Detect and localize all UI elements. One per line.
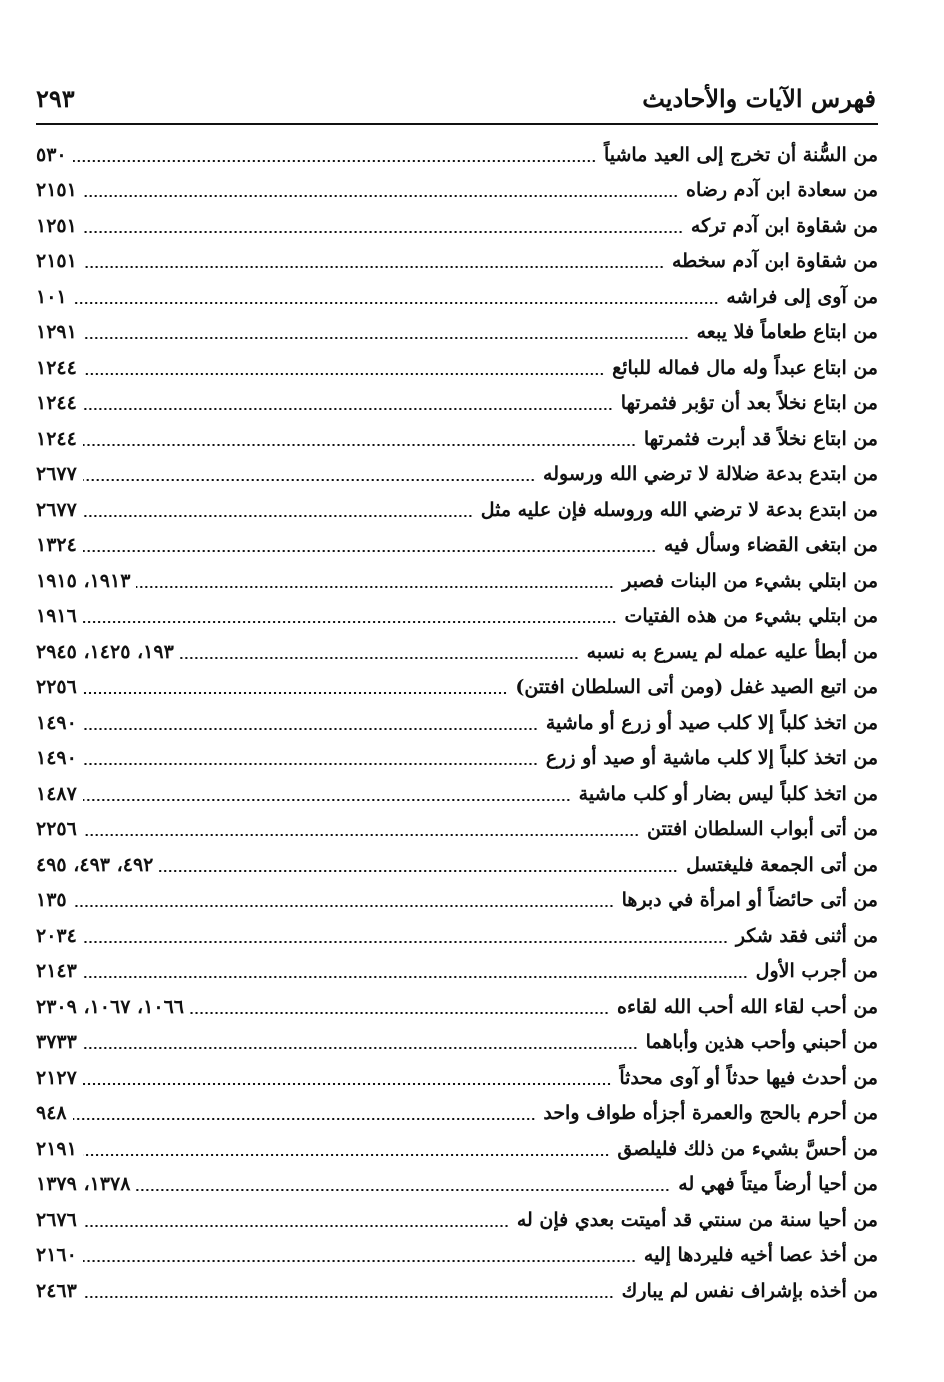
dot-leader <box>83 337 689 339</box>
index-entry <box>36 1273 878 1309</box>
entry-text: من أتى الجمعة فليغتسل <box>686 853 878 876</box>
index-entry <box>36 173 878 209</box>
header-rule <box>36 123 878 125</box>
entry-text: من سعادة ابن آدم رضاه <box>686 179 878 202</box>
index-entry <box>36 350 878 386</box>
entry-text: من أحيا سنة من سنتي قد أميتت بعدي فإن له <box>516 1208 878 1231</box>
entry-refs: ٢٦٧٦ <box>36 1208 77 1231</box>
entry-text: من أتى حائضاً أو امرأة في دبرها <box>621 889 878 912</box>
index-entry <box>36 812 878 848</box>
dot-leader <box>83 231 683 233</box>
page-number: ٢٩٣ <box>36 83 75 113</box>
dot-leader <box>73 905 614 907</box>
index-entry <box>36 705 878 741</box>
index-entry <box>36 208 878 244</box>
index-entry <box>36 776 878 812</box>
entry-refs: ١٤٨٧ <box>36 782 77 805</box>
index-entry <box>36 492 878 528</box>
dot-leader <box>83 408 613 410</box>
entry-text: من أبطأ عليه عمله لم يسرع به نسبه <box>586 640 878 663</box>
entry-refs: ٤٩٢، ٤٩٣، ٤٩٥ <box>36 853 154 876</box>
index-entry <box>36 847 878 883</box>
entry-refs: ٢١٥١ <box>36 250 77 273</box>
entry-text: من أحدث فيها حدثاً أو آوى محدثاً <box>619 1066 878 1089</box>
entry-text: من ابتاع نخلاً بعد أن تؤبر فثمرتها <box>620 392 878 415</box>
index-entry <box>36 279 878 315</box>
dot-leader <box>83 515 473 517</box>
dot-leader <box>159 870 678 872</box>
dot-leader <box>83 1296 614 1298</box>
index-entry <box>36 244 878 280</box>
index-entry <box>36 1060 878 1096</box>
entry-text: من أحسَّ بشيء من ذلك فليلصق <box>617 1137 878 1160</box>
dot-leader <box>83 373 604 375</box>
entry-refs: ١٢٥١ <box>36 214 77 237</box>
entry-text: من أخذه بإشراف نفس لم يبارك <box>621 1279 878 1302</box>
page-title: فهرس الآيات والأحاديث <box>642 83 876 113</box>
entry-text: من اتخذ كلباً إلا كلب ماشية أو صيد أو زرع <box>545 747 878 770</box>
entry-refs: ١٤٩٠ <box>36 747 77 770</box>
entry-text: من شقاوة ابن آدم سخطه <box>671 250 878 273</box>
entry-refs: ١٣٧٨، ١٣٧٩ <box>36 1173 131 1196</box>
index-entry <box>36 315 878 351</box>
entry-text: من ابتغى القضاء وسأل فيه <box>664 534 878 557</box>
dot-leader <box>83 1083 612 1085</box>
index-entry <box>36 989 878 1025</box>
entry-refs: ١٢٤٤ <box>36 356 77 379</box>
entry-text: من أثنى فقد شكر <box>735 924 878 947</box>
index-entry <box>36 599 878 635</box>
index-entry <box>36 137 878 173</box>
dot-leader <box>83 976 748 978</box>
entry-refs: ٢١٥١ <box>36 179 77 202</box>
entry-refs: ١٩١٦ <box>36 605 77 628</box>
entry-refs: ١٢٩١ <box>36 321 77 344</box>
dot-leader <box>83 1154 610 1156</box>
entry-refs: ٢١٤٣ <box>36 960 77 983</box>
entry-text: من ابتاع عبداً وله مال فماله للبائع <box>612 356 878 379</box>
index-entry <box>36 634 878 670</box>
entry-refs: ٣٧٣٣ <box>36 1031 77 1054</box>
index-entry <box>36 1025 878 1061</box>
index-entry <box>36 918 878 954</box>
entry-text: من أحيا أرضاً ميتاً فهي له <box>678 1173 878 1196</box>
entry-refs: ٩٤٨ <box>36 1102 67 1125</box>
entry-refs: ١٤٩٠ <box>36 711 77 734</box>
dot-leader <box>83 1260 636 1262</box>
entry-refs: ١٩١٣، ١٩١٥ <box>36 569 131 592</box>
index-entry <box>36 457 878 493</box>
page-header <box>36 78 876 118</box>
entry-text: من ابتاع نخلاً قد أبرت فثمرتها <box>643 427 878 450</box>
dot-leader <box>73 302 719 304</box>
entry-text: من ابتدع بدعة لا ترضي الله وروسله فإن عليه مثل <box>480 498 878 521</box>
entry-refs: ١٠٦٦، ١٠٦٧، ٢٣٠٩ <box>36 995 184 1018</box>
index-entry <box>36 883 878 919</box>
dot-leader <box>83 941 728 943</box>
dot-leader <box>83 799 571 801</box>
index-entry <box>36 1167 878 1203</box>
dot-leader <box>83 444 636 446</box>
entry-text: من أخذ عصا أخيه فليردها إليه <box>643 1244 878 1267</box>
dot-leader <box>83 621 617 623</box>
entry-refs: ٢١٢٧ <box>36 1066 77 1089</box>
dot-leader <box>136 586 614 588</box>
index-entry <box>36 528 878 564</box>
entry-refs: ١٣٥ <box>36 889 67 912</box>
dot-leader <box>83 728 538 730</box>
dot-leader <box>83 1047 638 1049</box>
index-entry <box>36 1096 878 1132</box>
dot-leader <box>73 1118 536 1120</box>
entry-text: من اتخذ كلباً إلا كلب صيد أو زرع أو ماشية <box>545 711 878 734</box>
entry-refs: ١٠١ <box>36 285 67 308</box>
entry-text: من أحرم بالحج والعمرة أجزأه طواف واحد <box>543 1102 878 1125</box>
index-entry <box>36 1238 878 1274</box>
index-entry <box>36 741 878 777</box>
dot-leader <box>83 763 538 765</box>
entry-text: من أتى أبواب السلطان افتتن <box>647 818 878 841</box>
dot-leader <box>83 834 639 836</box>
entry-text: من شقاوة ابن آدم تركه <box>690 214 878 237</box>
entry-text: من ابتدع بدعة ضلالة لا ترضي الله ورسوله <box>543 463 878 486</box>
dot-leader <box>136 1189 670 1191</box>
entry-text: من اتبع الصيد غفل (ومن أتى السلطان افتتن) <box>515 676 878 699</box>
dot-leader <box>83 550 656 552</box>
entry-refs: ٢٠٣٤ <box>36 924 77 947</box>
dot-leader <box>83 266 664 268</box>
entry-refs: ١٩٣، ١٤٢٥، ٢٩٤٥ <box>36 640 174 663</box>
dot-leader <box>83 1225 509 1227</box>
dot-leader <box>180 657 579 659</box>
index-entry <box>36 421 878 457</box>
entry-refs: ١٢٤٤ <box>36 427 77 450</box>
index-entry <box>36 670 878 706</box>
entry-refs: ١٣٢٤ <box>36 534 77 557</box>
entry-text: من أجرب الأول <box>755 960 878 983</box>
dot-leader <box>73 160 596 162</box>
index-entry <box>36 386 878 422</box>
index-entry <box>36 954 878 990</box>
index-entry <box>36 1202 878 1238</box>
entry-text: من ابتلي بشيء من البنات فصبر <box>622 569 878 592</box>
entry-text: من السُّنة أن تخرج إلى العيد ماشياً <box>603 143 878 166</box>
index-entry <box>36 563 878 599</box>
entry-text: من أحبني وأحب هذين وأباهما <box>645 1031 878 1054</box>
index-entry <box>36 1131 878 1167</box>
entry-text: من آوى إلى فراشه <box>726 285 878 308</box>
dot-leader <box>83 479 535 481</box>
entry-refs: ٢٢٥٦ <box>36 818 77 841</box>
dot-leader <box>83 195 678 197</box>
entry-refs: ٢٤٦٣ <box>36 1279 77 1302</box>
entry-refs: ١٢٤٤ <box>36 392 77 415</box>
entry-refs: ٢٢٥٦ <box>36 676 77 699</box>
entry-text: من أحب لقاء الله أحب الله لقاءه <box>617 995 878 1018</box>
entry-text: من اتخذ كلباً ليس بضار أو كلب ماشية <box>578 782 878 805</box>
entry-text: من ابتلي بشيء من هذه الفتيات <box>624 605 878 628</box>
entry-text: من ابتاع طعاماً فلا يبعه <box>696 321 878 344</box>
entry-refs: ٢١٩١ <box>36 1137 77 1160</box>
entry-refs: ٢١٦٠ <box>36 1244 77 1267</box>
dot-leader <box>190 1012 609 1014</box>
entry-refs: ٢٦٧٧ <box>36 463 77 486</box>
entry-refs: ٥٣٠ <box>36 143 67 166</box>
index-list <box>36 137 878 1309</box>
dot-leader <box>83 692 508 694</box>
entry-refs: ٢٦٧٧ <box>36 498 77 521</box>
